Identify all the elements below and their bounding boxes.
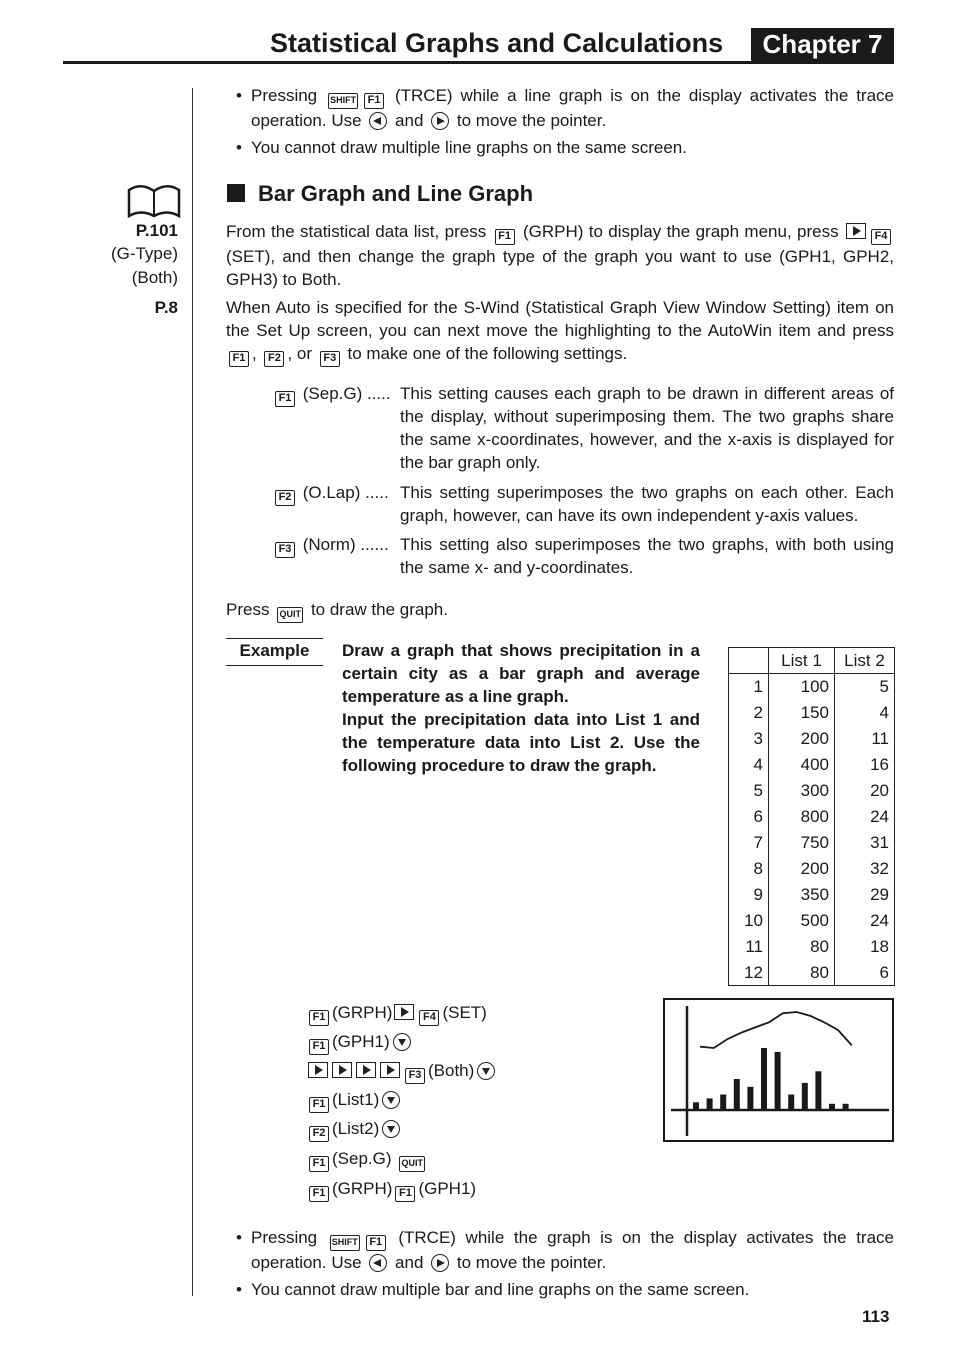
table-cell: 12 — [729, 960, 769, 986]
shift-key-icon: SHIFT — [330, 1235, 360, 1251]
table-cell: 18 — [835, 934, 895, 960]
bottom-bullet-trace: • Pressing SHIFT F1 (TRCE) while the graph is on the display activates the trace operation. Use and to move the pointer. — [236, 1228, 895, 1272]
table-cell: 7 — [729, 830, 769, 856]
f1-key-icon: F1 — [275, 391, 295, 407]
precipitation-bar — [788, 1095, 794, 1111]
header-rule — [63, 61, 894, 64]
table-row — [729, 882, 895, 908]
table-cell: 9 — [729, 882, 769, 908]
table-row — [729, 804, 895, 830]
next-arrow-key-icon — [308, 1062, 328, 1078]
ref-page-8: P.8 — [154, 298, 178, 317]
f1-key-icon: F1 — [366, 1235, 386, 1251]
table-cell: 4 — [835, 700, 895, 726]
section-marker-icon — [227, 184, 245, 202]
cursor-right-icon — [431, 112, 449, 130]
example-label: Example — [226, 638, 323, 666]
table-cell: 200 — [769, 726, 835, 752]
cursor-down-icon — [382, 1120, 400, 1138]
procedure-step-3: F3 (Both) — [306, 1059, 498, 1084]
table-cell: 31 — [835, 830, 895, 856]
table-row — [729, 674, 895, 700]
f4-key-icon: F4 — [419, 1010, 439, 1026]
table-cell: 80 — [769, 934, 835, 960]
section-title: Bar Graph and Line Graph — [258, 181, 534, 206]
option-olap: F2 (O.Lap) ..... — [272, 481, 400, 506]
f1-key-icon: F1 — [364, 93, 384, 109]
table-header-row — [729, 648, 895, 674]
precipitation-bar — [734, 1079, 740, 1110]
page-header-title: Statistical Graphs and Calculations — [270, 28, 724, 58]
next-arrow-key-icon — [380, 1062, 400, 1078]
margin-rule — [192, 88, 193, 1296]
precipitation-bar — [843, 1104, 849, 1110]
bar-line-graph — [665, 1000, 892, 1140]
cursor-down-icon — [477, 1062, 495, 1080]
precipitation-bar — [707, 1098, 713, 1110]
table-row — [729, 700, 895, 726]
table-row — [729, 908, 895, 934]
f3-key-icon: F3 — [320, 351, 340, 367]
quit-key-icon: QUIT — [277, 607, 303, 623]
f1-key-icon: F1 — [309, 1010, 329, 1026]
table-cell: 2 — [729, 700, 769, 726]
bottom-bullet-multiple: • You cannot draw multiple bar and line graphs on the same screen. — [236, 1280, 750, 1299]
table-cell: 11 — [729, 934, 769, 960]
cursor-left-icon — [369, 112, 387, 130]
ref-page-101: P.101 — [135, 221, 178, 240]
precipitation-bar — [815, 1071, 821, 1110]
table-row — [729, 752, 895, 778]
f3-key-icon: F3 — [405, 1068, 425, 1084]
option-norm-desc: This setting also superimposes the two graphs, with both using the same x- and y-coordinates. — [400, 535, 894, 577]
top-bullet-multiple: • You cannot draw multiple line graphs on the same screen. — [236, 138, 687, 157]
table-cell: 750 — [769, 830, 835, 856]
f1-key-icon: F1 — [309, 1186, 329, 1202]
option-olap-desc: This setting superimposes the two graphs on each other. Each graph, however, can have its own independent y-axis values. — [400, 483, 894, 525]
f2-key-icon: F2 — [264, 351, 284, 367]
table-cell: 6 — [729, 804, 769, 830]
precipitation-bar — [829, 1104, 835, 1110]
table-header: List 2 — [835, 648, 895, 674]
autowin-paragraph: When Auto is specified for the S-Wind (Statistical Graph View Window Setting) item on the Set Up screen, you can next move the highlighting to the AutoWin item and press F1 , F2 , or F3 to make one of the following settings. — [226, 296, 894, 367]
table-cell: 100 — [769, 674, 835, 700]
table-cell: 10 — [729, 908, 769, 934]
option-norm: F3 (Norm) ...... — [272, 533, 400, 558]
precipitation-bar — [693, 1102, 699, 1110]
table-cell: 29 — [835, 882, 895, 908]
f1-key-icon: F1 — [495, 229, 515, 245]
table-cell: 11 — [835, 726, 895, 752]
table-cell: 400 — [769, 752, 835, 778]
table-row — [729, 830, 895, 856]
table-cell: 300 — [769, 778, 835, 804]
f2-key-icon: F2 — [275, 490, 295, 506]
f1-key-icon: F1 — [309, 1156, 329, 1172]
procedure-step-5: F2 (List2) — [306, 1117, 403, 1142]
table-row — [729, 960, 895, 986]
table-cell: 24 — [835, 908, 895, 934]
table-cell: 5 — [729, 778, 769, 804]
table-cell: 350 — [769, 882, 835, 908]
table-header: List 1 — [769, 648, 835, 674]
data-table — [728, 647, 895, 986]
f1-key-icon: F1 — [309, 1039, 329, 1055]
precipitation-bar — [761, 1048, 767, 1110]
next-arrow-key-icon — [846, 223, 866, 239]
table-cell: 16 — [835, 752, 895, 778]
table-cell: 20 — [835, 778, 895, 804]
procedure-step-2: F1 (GPH1) — [306, 1030, 414, 1055]
table-cell: 32 — [835, 856, 895, 882]
procedure-step-7: F1 (GRPH) F1 (GPH1) — [306, 1177, 476, 1202]
table-row — [729, 778, 895, 804]
precipitation-bar — [775, 1052, 781, 1110]
top-bullet-trace: • Pressing SHIFT F1 (TRCE) while a line graph is on the display activates the trace operation. Use and to move the pointer. — [236, 86, 894, 130]
shift-key-icon: SHIFT — [328, 93, 358, 109]
table-cell: 200 — [769, 856, 835, 882]
f1-key-icon: F1 — [309, 1097, 329, 1113]
press-quit-line: Press QUIT to draw the graph. — [226, 598, 448, 623]
option-sepg: F1 (Sep.G) ..... — [272, 382, 400, 407]
ref-gtype: (G-Type) — [110, 244, 178, 263]
chapter-badge: Chapter 7 — [751, 28, 894, 64]
precipitation-bar — [720, 1095, 726, 1111]
table-cell: 6 — [835, 960, 895, 986]
book-icon — [127, 184, 181, 218]
table-cell: 150 — [769, 700, 835, 726]
precipitation-bar — [802, 1083, 808, 1110]
table-row — [729, 856, 895, 882]
next-arrow-key-icon — [394, 1004, 414, 1020]
procedure-step-4: F1 (List1) — [306, 1088, 403, 1113]
page-number: 113 — [862, 1307, 890, 1326]
table-cell: 3 — [729, 726, 769, 752]
f2-key-icon: F2 — [309, 1126, 329, 1142]
f1-key-icon: F1 — [229, 351, 249, 367]
table-cell: 24 — [835, 804, 895, 830]
table-cell: 5 — [835, 674, 895, 700]
table-cell: 4 — [729, 752, 769, 778]
intro-paragraph: From the statistical data list, press F1 (GRPH) to display the graph menu, press F4 (SET), and then change the graph type of the graph you want to use (GPH1, GPH2, GPH3) to Both. — [226, 222, 894, 289]
f1-key-icon: F1 — [395, 1186, 415, 1202]
option-sepg-desc: This setting causes each graph to be drawn in different areas of the display, without superimposing them. The two graphs share the same x-coordinates, however, and the x-axis is displayed for the bar graph only. — [400, 384, 894, 472]
procedure-step-1: F1 (GRPH) F4 (SET) — [306, 1001, 487, 1026]
table-row — [729, 726, 895, 752]
f4-key-icon: F4 — [871, 229, 891, 245]
table-cell: 80 — [769, 960, 835, 986]
f3-key-icon: F3 — [275, 542, 295, 558]
cursor-down-icon — [393, 1033, 411, 1051]
temperature-line — [700, 1012, 852, 1048]
precipitation-bar — [747, 1087, 753, 1110]
procedure-step-6: F1 (Sep.G) QUIT — [306, 1147, 428, 1172]
cursor-left-icon — [369, 1254, 387, 1272]
cursor-down-icon — [382, 1091, 400, 1109]
ref-both: (Both) — [131, 268, 178, 287]
cursor-right-icon — [431, 1254, 449, 1272]
example-text: Draw a graph that shows precipitation in a certain city as a bar graph and average temperature as a line graph. Input the precipitation data into List 1 and the temperature data into List 2. Use the following procedure to draw the graph. — [342, 641, 700, 775]
table-header — [729, 648, 769, 674]
table-cell: 1 — [729, 674, 769, 700]
next-arrow-key-icon — [356, 1062, 376, 1078]
table-cell: 8 — [729, 856, 769, 882]
table-row — [729, 934, 895, 960]
table-cell: 500 — [769, 908, 835, 934]
next-arrow-key-icon — [332, 1062, 352, 1078]
quit-key-icon: QUIT — [399, 1156, 425, 1172]
calculator-screen — [663, 998, 894, 1142]
table-cell: 800 — [769, 804, 835, 830]
